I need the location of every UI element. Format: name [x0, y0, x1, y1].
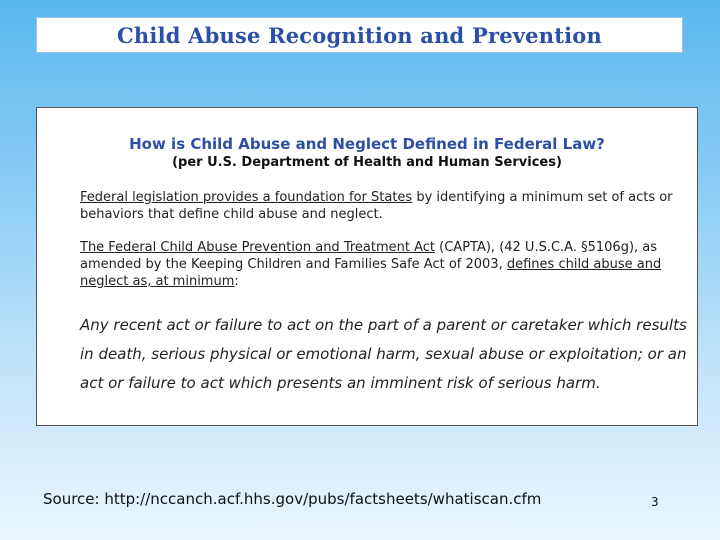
section-heading: How is Child Abuse and Neglect Defined in Federal Law?	[129, 135, 605, 153]
slide-title: Child Abuse Recognition and Prevention	[117, 23, 602, 48]
paragraph-text: by identifying a minimum set of acts or behaviors that define child abuse and neglect.	[80, 190, 673, 222]
content-box	[36, 107, 698, 426]
section-subheading: (per U.S. Department of Health and Human Services)	[172, 155, 562, 170]
paragraph-text: (CAPTA), (42 U.S.C.A. §5106g), as amended by the Keeping Children and Families Safe Act of 2003,	[80, 240, 658, 272]
source-citation: Source: http://nccanch.acf.hhs.gov/pubs/factsheets/whatiscan.cfm	[43, 490, 542, 508]
definition-quote: Any recent act or failure to act on the part of a parent or caretaker which results in death, serious physical or emotional harm, sexual abuse or exploitation; or an act or failure to act which presents an imminent risk of serious harm.	[80, 316, 687, 392]
paragraph-capta	[80, 239, 680, 290]
underlined-phrase-federal-legislation: Federal legislation provides a foundation for States	[80, 190, 413, 205]
page-number: 3	[651, 495, 659, 509]
underlined-phrase-capta: The Federal Child Abuse Prevention and Treatment Act	[80, 240, 436, 255]
paragraph-text: :	[234, 274, 239, 289]
title-banner	[36, 17, 683, 53]
paragraph-federal-legislation	[80, 189, 680, 223]
underlined-phrase-definition: defines child abuse and neglect as, at minimum	[80, 257, 662, 289]
